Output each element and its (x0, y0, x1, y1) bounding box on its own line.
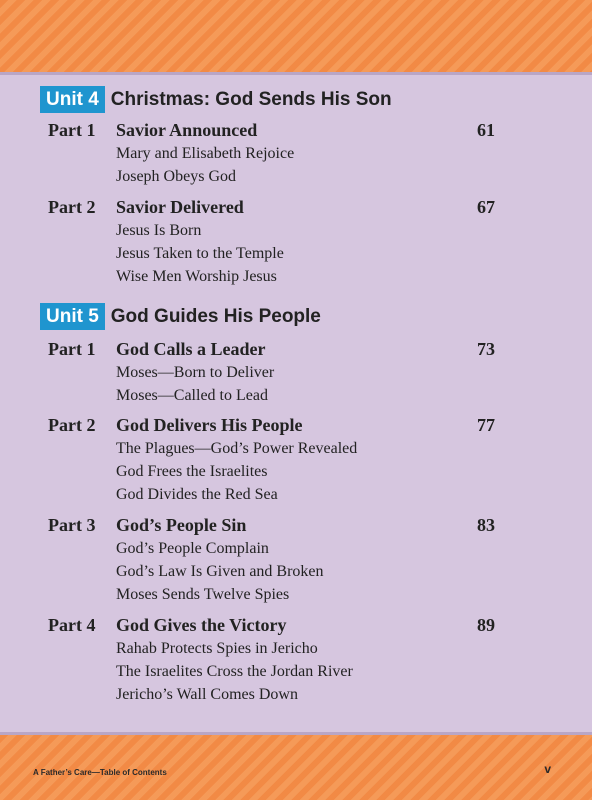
lesson-item: Mary and Elisabeth Rejoice (116, 145, 295, 162)
page-number: 73 (477, 339, 495, 359)
lesson-item: God Divides the Red Sea (116, 486, 278, 503)
lesson-item: God’s Law Is Given and Broken (116, 563, 324, 580)
part-title: Savior Delivered (116, 197, 244, 217)
part-label: Part 2 (48, 415, 96, 435)
top-decorative-border (0, 0, 592, 72)
lesson-item: Joseph Obeys God (116, 168, 236, 185)
unit-badge: Unit 5 (40, 303, 105, 330)
part-title: God Delivers His People (116, 415, 303, 435)
part-label: Part 2 (48, 197, 96, 217)
lesson-item: God’s People Complain (116, 540, 269, 557)
lesson-item: Moses—Born to Deliver (116, 364, 275, 381)
unit-title: God Guides His People (110, 305, 321, 327)
page-number: 83 (477, 515, 495, 535)
part-label: Part 1 (48, 339, 96, 359)
unit-header (40, 86, 392, 113)
page-number: 89 (477, 615, 495, 635)
lesson-item: Rahab Protects Spies in Jericho (116, 640, 318, 657)
lesson-item: God Frees the Israelites (116, 463, 268, 480)
lesson-item: Jesus Is Born (116, 222, 202, 239)
lesson-item: Jesus Taken to the Temple (116, 245, 284, 262)
lesson-item: Moses Sends Twelve Spies (116, 586, 290, 603)
page-number: 77 (477, 415, 495, 435)
unit-header (40, 303, 321, 330)
lesson-item: Moses—Called to Lead (116, 387, 268, 404)
footer-book-title: A Father’s Care—Table of Contents (33, 768, 167, 777)
lesson-item: The Plagues—God’s Power Revealed (116, 440, 358, 457)
page-number: 61 (477, 120, 495, 140)
part-title: God’s People Sin (116, 515, 247, 535)
lesson-item: The Israelites Cross the Jordan River (116, 663, 353, 680)
lesson-item: Jericho’s Wall Comes Down (116, 686, 298, 703)
footer-page-number: v (544, 762, 551, 776)
lesson-item: Wise Men Worship Jesus (116, 268, 277, 285)
part-label: Part 4 (48, 615, 96, 635)
part-title: God Calls a Leader (116, 339, 266, 359)
unit-title: Christmas: God Sends His Son (110, 88, 392, 110)
part-title: God Gives the Victory (116, 615, 287, 635)
page-number: 67 (477, 197, 495, 217)
part-title: Savior Announced (116, 120, 258, 140)
part-label: Part 3 (48, 515, 96, 535)
unit-badge: Unit 4 (40, 86, 105, 113)
part-label: Part 1 (48, 120, 96, 140)
